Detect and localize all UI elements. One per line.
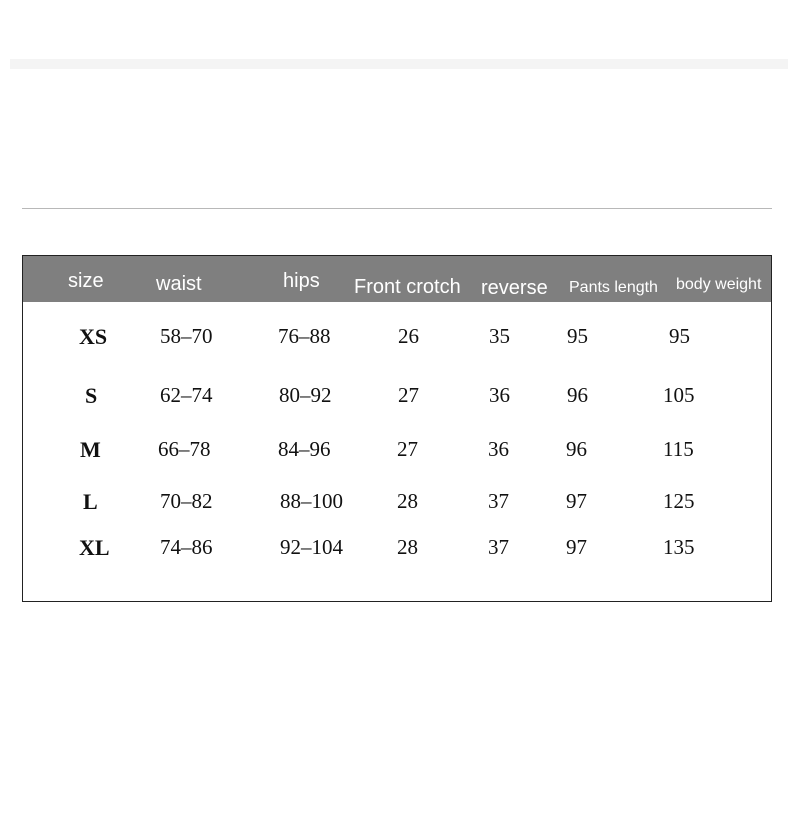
cell-pants-length: 96 [566, 437, 587, 461]
cell-reverse: 37 [488, 535, 509, 559]
cell-waist: 66–78 [158, 437, 211, 461]
header-hips: hips [283, 270, 320, 292]
cell-size: M [80, 437, 101, 462]
cell-front-crotch: 28 [397, 535, 418, 559]
header-size: size [68, 270, 104, 292]
size-chart-table [22, 255, 772, 602]
cell-front-crotch: 28 [397, 489, 418, 513]
table-header [23, 256, 771, 302]
cell-pants-length: 97 [566, 535, 587, 559]
cell-size: L [83, 489, 98, 514]
header-front-crotch: Front crotch [354, 276, 461, 298]
cell-hips: 80–92 [279, 383, 332, 407]
cell-hips: 76–88 [278, 324, 331, 348]
cell-body-weight: 95 [669, 324, 690, 348]
header-waist: waist [156, 273, 202, 295]
cell-reverse: 36 [489, 383, 510, 407]
header-reverse: reverse [481, 277, 548, 299]
cell-size: XL [79, 535, 110, 560]
cell-front-crotch: 27 [397, 437, 418, 461]
cell-pants-length: 96 [567, 383, 588, 407]
cell-pants-length: 97 [566, 489, 587, 513]
cell-waist: 62–74 [160, 383, 213, 407]
cell-size: S [85, 383, 98, 408]
cell-size: XS [79, 324, 108, 349]
cell-body-weight: 135 [663, 535, 695, 559]
cell-body-weight: 115 [663, 437, 694, 461]
cell-reverse: 37 [488, 489, 509, 513]
cell-body-weight: 105 [663, 383, 695, 407]
header-body-weight: body weight [676, 276, 762, 293]
divider-line [22, 208, 772, 209]
header-pants-length: Pants length [569, 279, 658, 296]
cell-pants-length: 95 [567, 324, 588, 348]
cell-waist: 74–86 [160, 535, 213, 559]
cell-waist: 70–82 [160, 489, 213, 513]
cell-hips: 92–104 [280, 535, 343, 559]
top-band [10, 59, 788, 69]
cell-reverse: 35 [489, 324, 510, 348]
cell-hips: 88–100 [280, 489, 343, 513]
cell-front-crotch: 27 [398, 383, 419, 407]
cell-body-weight: 125 [663, 489, 695, 513]
cell-reverse: 36 [488, 437, 509, 461]
cell-hips: 84–96 [278, 437, 331, 461]
cell-front-crotch: 26 [398, 324, 419, 348]
cell-waist: 58–70 [160, 324, 213, 348]
